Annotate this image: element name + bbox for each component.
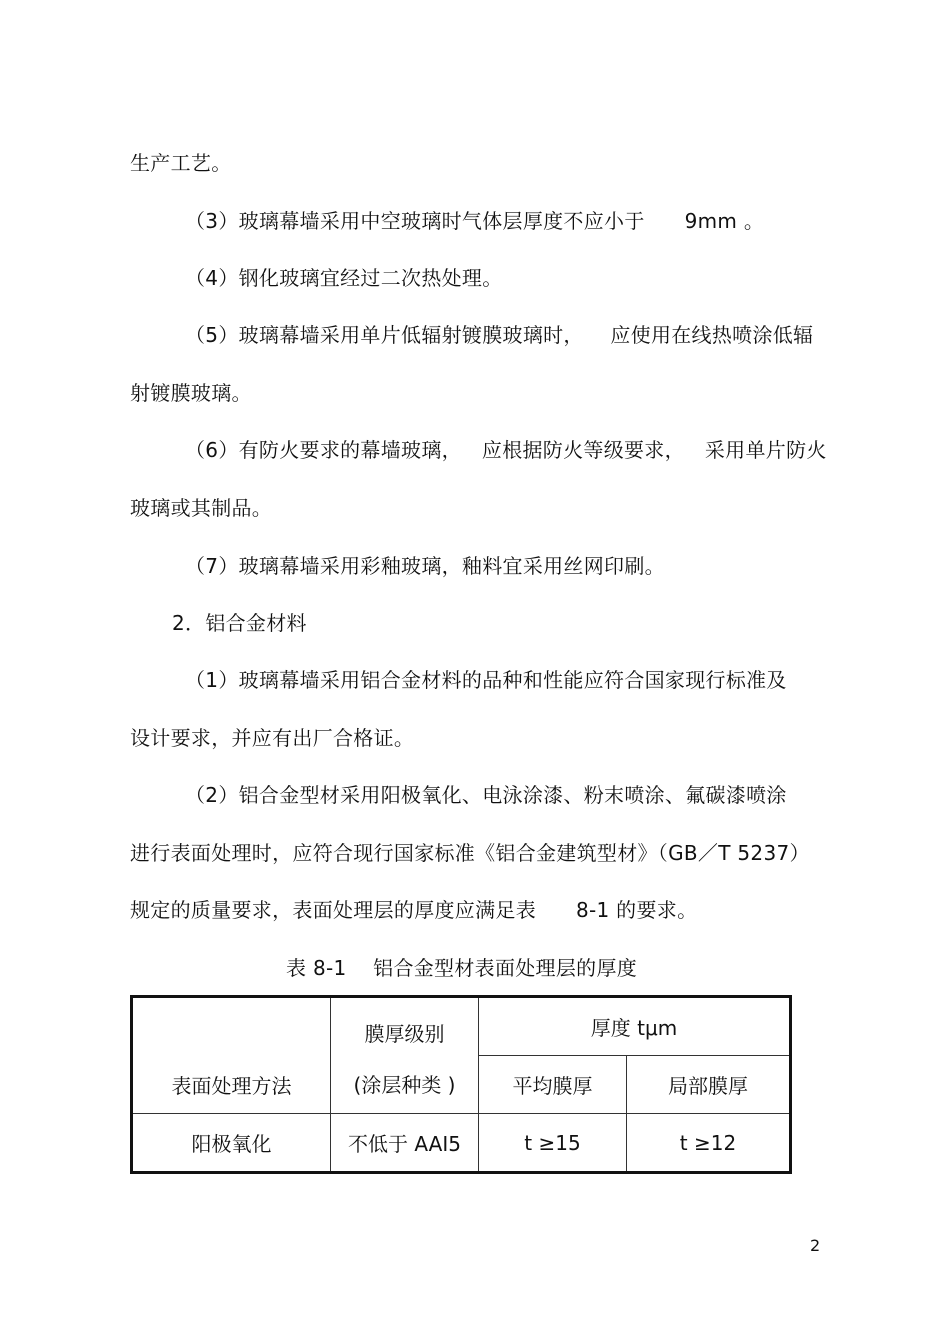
paragraph-line: 进行表面处理时，应符合现行国家标准《铝合金建筑型材》（GB／T 5237） — [130, 841, 810, 865]
table-caption: 表 8-1 铝合金型材表面处理层的厚度 — [286, 956, 638, 980]
paragraph-line: （5）玻璃幕墙采用单片低辐射镀膜玻璃时， 应使用在线热喷涂低辐 — [185, 323, 814, 347]
header-grade-line1: 膜厚级别 — [364, 1021, 445, 1046]
paragraph-line: （3）玻璃幕墙采用中空玻璃时气体层厚度不应小于 9mm 。 — [185, 209, 765, 233]
cell-average: t ≥15 — [479, 1114, 627, 1173]
page-number: 2 — [810, 1236, 821, 1255]
paragraph-line: （6）有防火要求的幕墙玻璃， 应根据防火等级要求， 采用单片防火 — [185, 438, 827, 462]
paragraph-line: （4）钢化玻璃宜经过二次热处理。 — [185, 266, 503, 290]
paragraph-line: （7）玻璃幕墙采用彩釉玻璃，釉料宜采用丝网印刷。 — [185, 554, 665, 578]
header-thickness: 厚度 tμm — [479, 997, 791, 1056]
paragraph-line: 规定的质量要求，表面处理层的厚度应满足表 8-1 的要求。 — [130, 898, 698, 922]
header-method-cell — [132, 997, 331, 1114]
cell-method: 阳极氧化 — [132, 1114, 331, 1173]
paragraph-line: （2）铝合金型材采用阳极氧化、电泳涂漆、粉末喷涂、氟碳漆喷涂 — [185, 783, 787, 807]
paragraph-line: 玻璃或其制品。 — [130, 496, 273, 520]
header-grade-cell — [331, 997, 479, 1114]
paragraph-line: （1）玻璃幕墙采用铝合金材料的品种和性能应符合国家现行标准及 — [185, 668, 787, 692]
paragraph-line: 射镀膜玻璃。 — [130, 381, 252, 405]
header-grade-line2: (涂层种类 ) — [353, 1072, 456, 1097]
cell-local: t ≥12 — [627, 1114, 791, 1173]
header-average: 平均膜厚 — [479, 1056, 627, 1114]
section-heading: 2．铝合金材料 — [172, 611, 307, 635]
header-local: 局部膜厚 — [627, 1056, 791, 1114]
paragraph-line: 生产工艺。 — [130, 151, 232, 175]
paragraph-line: 设计要求，并应有出厂合格证。 — [130, 726, 415, 750]
table-row — [132, 1114, 791, 1173]
cell-grade: 不低于 AAI5 — [331, 1114, 479, 1173]
header-method: 表面处理方法 — [171, 1074, 292, 1098]
thickness-table — [130, 995, 792, 1174]
